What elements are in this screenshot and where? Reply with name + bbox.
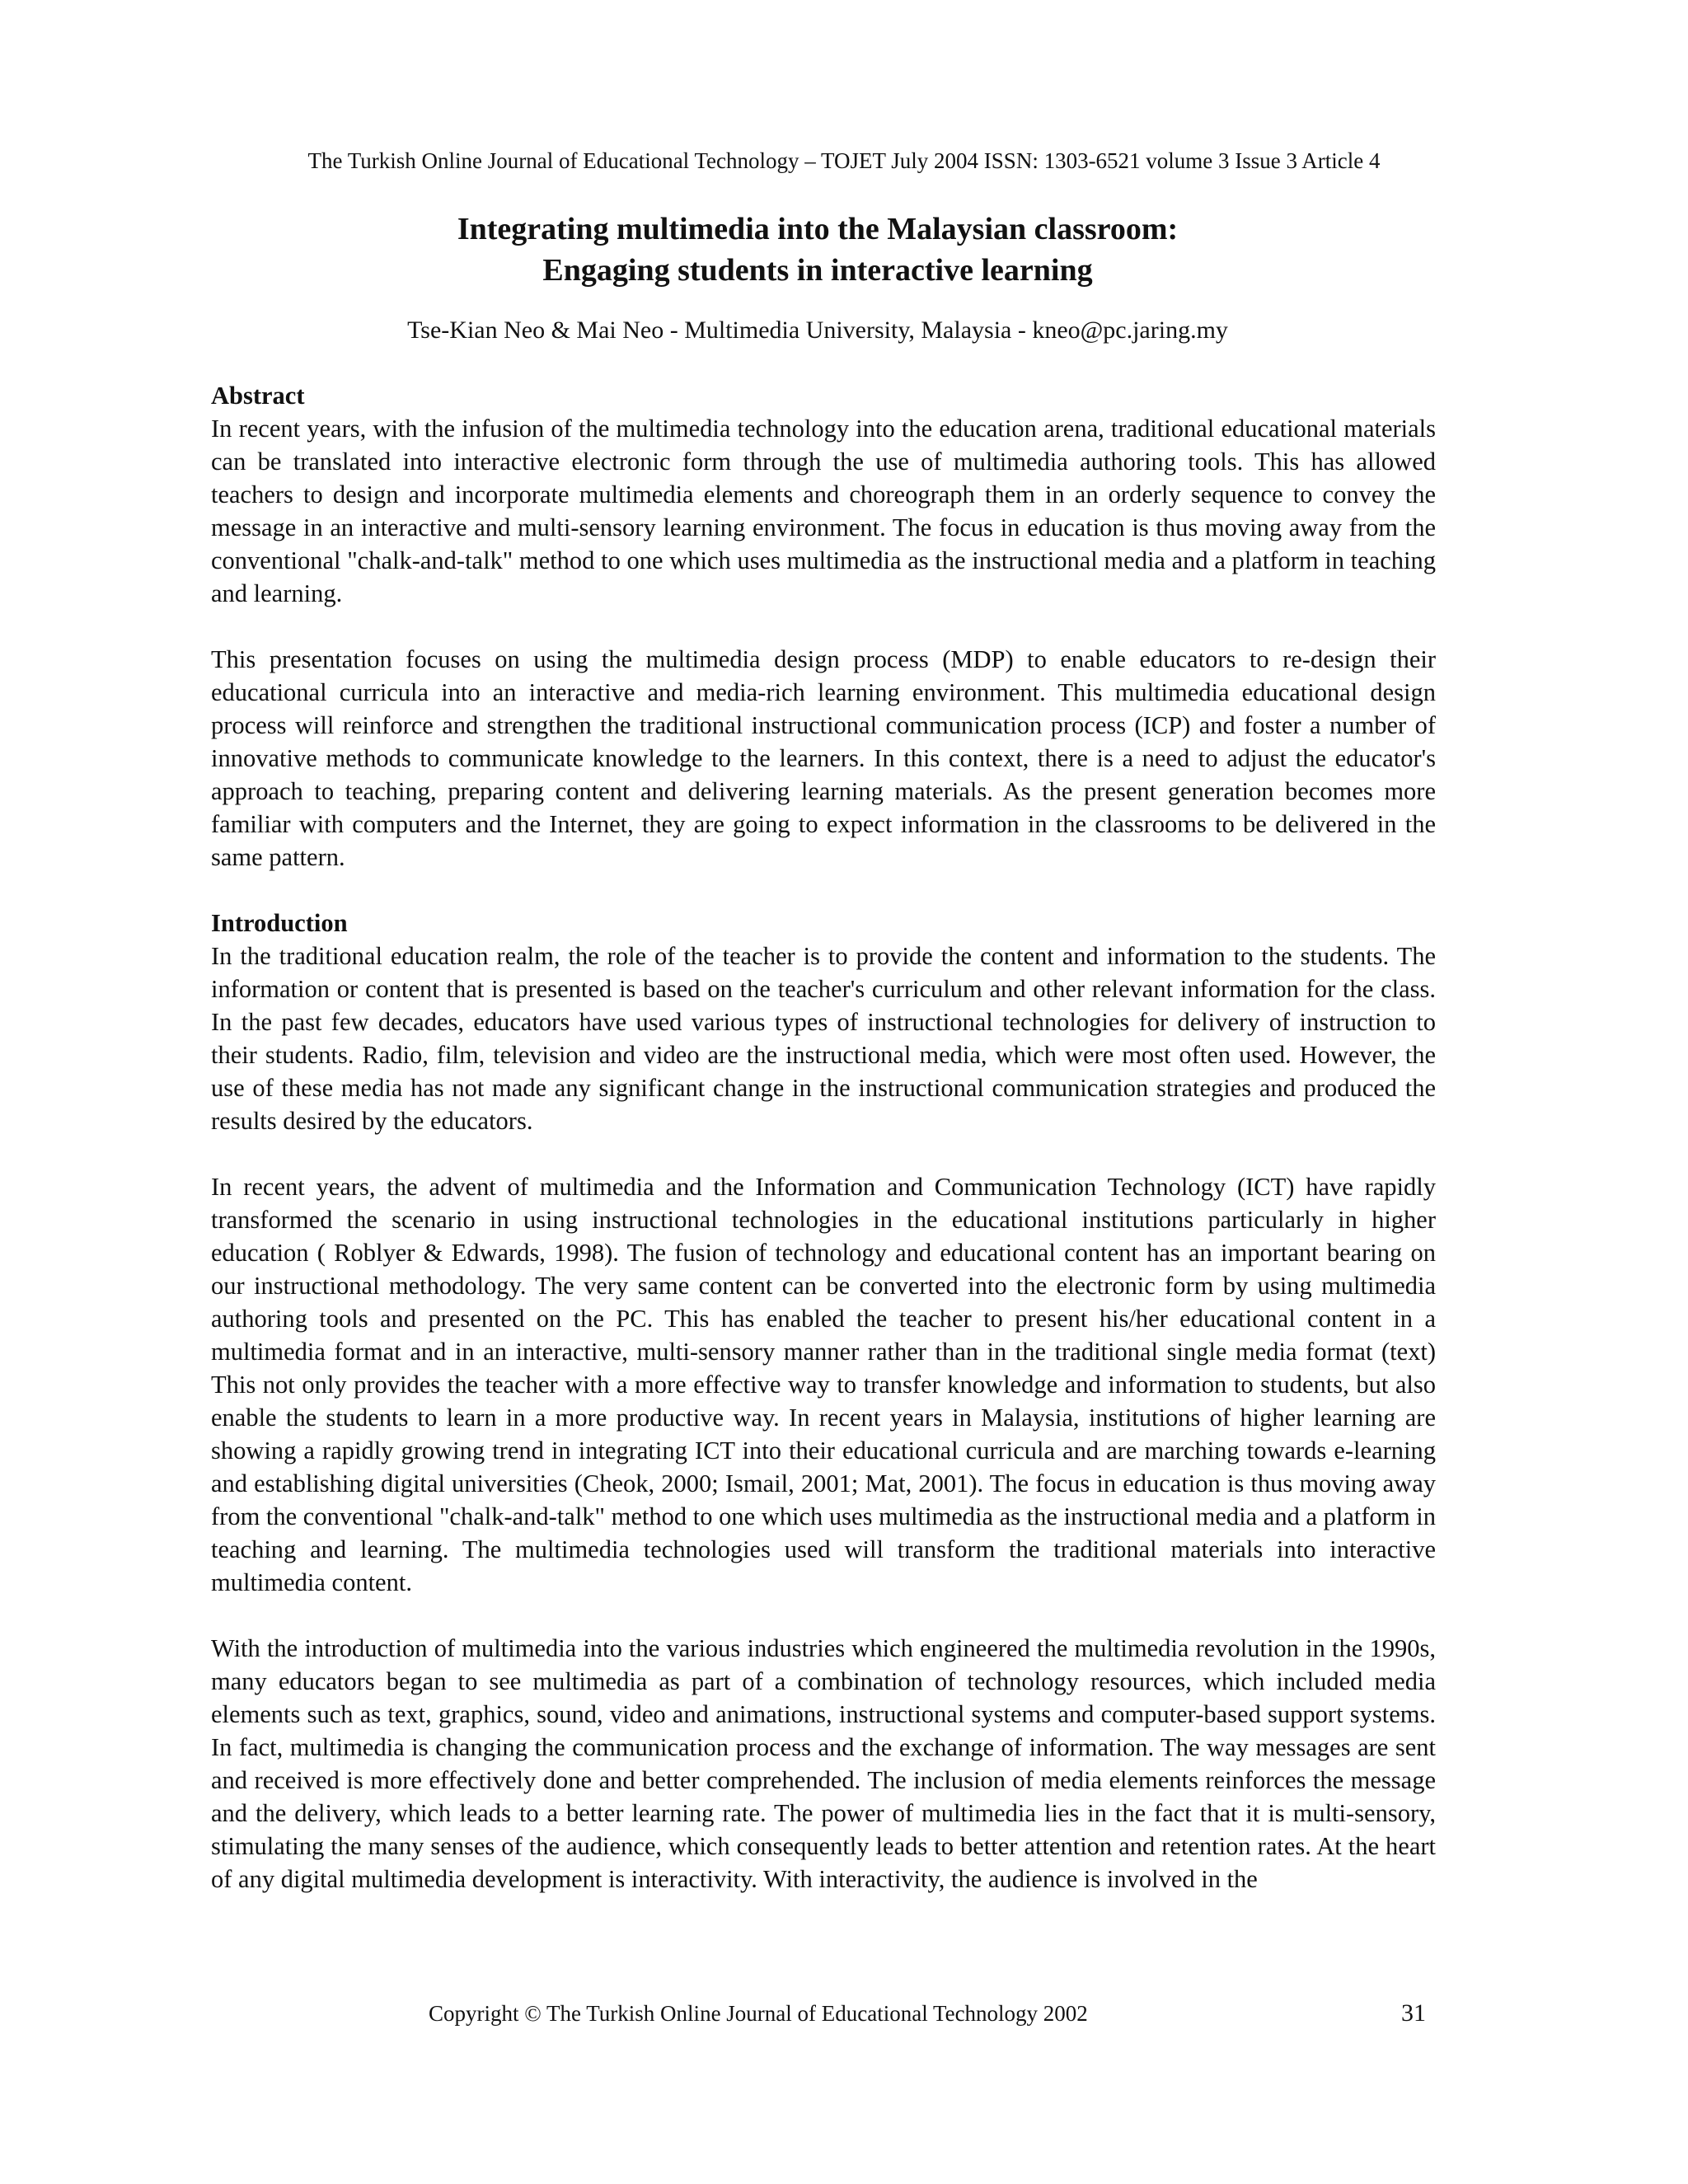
author-line: Tse-Kian Neo & Mai Neo - Multimedia University, Malaysia - kneo@pc.jaring.my — [407, 316, 1228, 344]
introduction-paragraph-1: In the traditional education realm, the role of the teacher is to provide the content and information to the students. The information or content that is presented is based on the teacher's curriculum and other relevant information for the class. In the past few decades, educators have used various types of instructional technologies for delivery of instruction to their students. Radio, film, television and video are the instructional media, which were most often used. However, the use of these media has not made any significant change in the instructional communication strategies and produced the results desired by the educators. — [211, 942, 1436, 1135]
introduction-paragraph-3: With the introduction of multimedia into the various industries which engineered the multimedia revolution in the 1990s, many educators began to see multimedia as part of a combination of technology resources, which included media elements such as text, graphics, sound, video and animations, instructional systems and computer-based support systems. In fact, multimedia is changing the communication process and the exchange of information. The way messages are sent and received is more effectively done and better comprehended. The inclusion of media elements reinforces the message and the delivery, which leads to a better learning rate. The power of multimedia lies in the fact that it is multi-sensory, stimulating the many senses of the audience, which consequently leads to better attention and retention rates. At the heart of any digital multimedia development is interactivity. With interactivity, the audience is involved in the — [211, 1634, 1436, 1893]
page-number: 31 — [1401, 1999, 1426, 2027]
running-header: The Turkish Online Journal of Educational Technology – TOJET July 2004 ISSN: 1303-6521 volume 3 Issue 3 Article 4 — [307, 148, 1381, 173]
abstract-heading: Abstract — [211, 382, 305, 410]
article-title — [211, 209, 1424, 291]
copyright-notice: Copyright © The Turkish Online Journal of Educational Technology 2002 — [429, 2001, 1088, 2026]
abstract-paragraph-2: This presentation focuses on using the multimedia design process (MDP) to enable educators to re-design their educational curricula into an interactive and media-rich learning environment. This multimedia educational design process will reinforce and strengthen the traditional instructional communication process (ICP) and foster a number of innovative methods to communicate knowledge to the learners. In this context, there is a need to adjust the educator's approach to teaching, preparing content and delivering learning materials. As the present generation becomes more familiar with computers and the Internet, they are going to expect information in the classrooms to be delivered in the same pattern. — [211, 645, 1436, 871]
title-line-1: Integrating multimedia into the Malaysian classroom: — [457, 212, 1179, 246]
introduction-paragraph-2: In recent years, the advent of multimedia and the Information and Communication Technology (ICT) have rapidly transformed the scenario in using instructional technologies in the educational institutions particularly in higher education ( Roblyer & Edwards, 1998). The fusion of technology and educational content has an important bearing on our instructional methodology. The very same content can be converted into the electronic form by using multimedia authoring tools and presented on the PC. This has enabled the teacher to present his/her educational content in a multimedia format and in an interactive, multi-sensory manner rather than in the traditional single media format (text) This not only provides the teacher with a more effective way to transfer knowledge and information to students, but also enable the students to learn in a more productive way. In recent years in Malaysia, institutions of higher learning are showing a rapidly growing trend in integrating ICT into their educational curricula and are marching towards e-learning and establishing digital universities (Cheok, 2000; Ismail, 2001; Mat, 2001). The focus in education is thus moving away from the conventional "chalk-and-talk" method to one which uses multimedia as the instructional media and a platform in teaching and learning. The multimedia technologies used will transform the traditional materials into interactive multimedia content. — [211, 1173, 1436, 1596]
introduction-heading: Introduction — [211, 909, 348, 937]
title-line-2: Engaging students in interactive learning — [542, 253, 1093, 288]
abstract-paragraph-1: In recent years, with the infusion of the multimedia technology into the education arena, traditional educational materials can be translated into interactive electronic form through the use of multimedia authoring tools. This has allowed teachers to design and incorporate multimedia elements and choreograph them in an orderly sequence to convey the message in an interactive and multi-sensory learning environment. The focus in education is thus moving away from the conventional "chalk-and-talk" method to one which uses multimedia as the instructional media and a platform in teaching and learning. — [211, 415, 1436, 607]
article-body — [211, 379, 1436, 1896]
